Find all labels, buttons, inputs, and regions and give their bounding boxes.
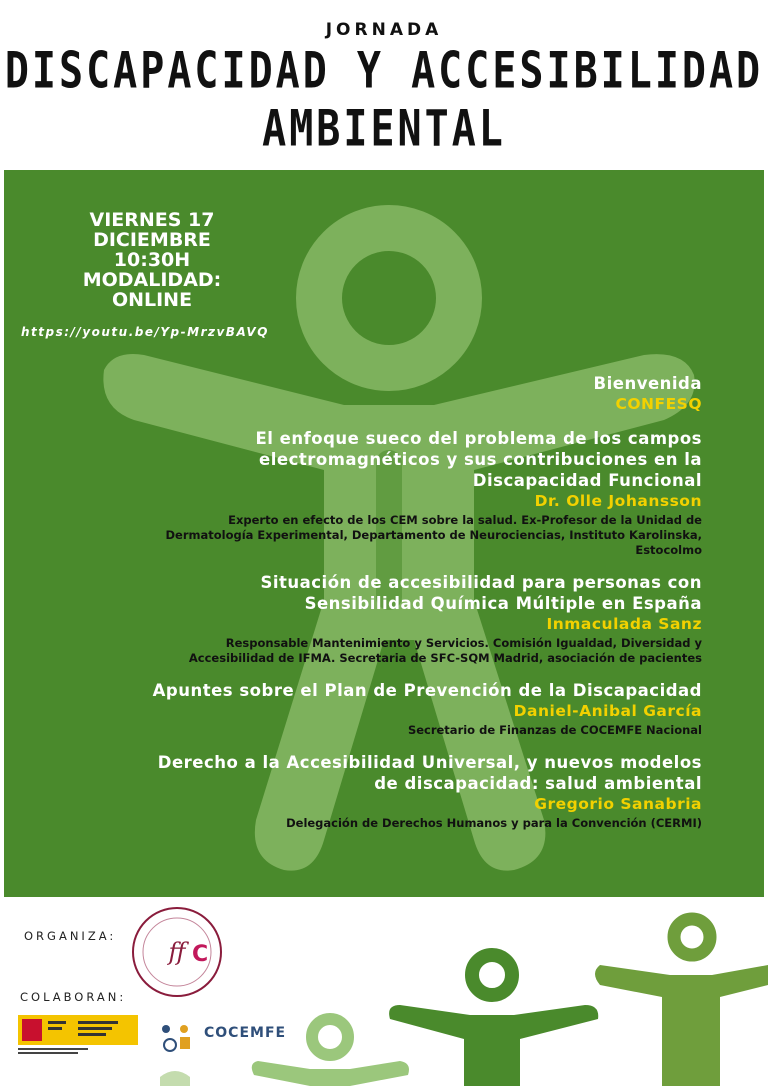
speaker-name: Dr. Olle Johansson — [534, 492, 702, 510]
cocemfe-name: COCEMFE — [204, 1025, 287, 1041]
program-item — [142, 428, 702, 558]
footer — [0, 897, 768, 1086]
program-item — [142, 680, 702, 738]
talk-title: El enfoque sueco del problema de los campos electromagnéticos y sus contribuciones en la Discapacidad Funcional — [255, 429, 702, 490]
confesq-seal-logo — [130, 905, 224, 999]
modality-value: ONLINE — [111, 289, 193, 311]
cocemfe-logo-icon — [158, 1021, 198, 1053]
program-item — [142, 373, 702, 414]
talk-title: Situación de accesibilidad para personas con Sensibilidad Química Múltiple en España — [260, 573, 702, 613]
speaker-name: Daniel-Anibal García — [513, 702, 702, 720]
program-list — [142, 373, 702, 845]
svg-text:C: C — [192, 942, 209, 967]
event-date-block — [62, 210, 242, 310]
speaker-bio: Responsable Mantenimiento y Servicios. Comisión Igualdad, Diversidad y Accesibilidad de IFMA. Secretaria de SFC-SQM Madrid, asociación de pacientes — [188, 636, 702, 665]
speaker-bio: Experto en efecto de los CEM sobre la salud. Ex-Profesor de la Unidad de Dermatología Experimental, Departamento de Neurociencias, Instituto Karolinska, Estocolmo — [165, 513, 702, 557]
svg-text:ff: ff — [168, 938, 186, 966]
header — [0, 0, 768, 170]
program-item — [142, 572, 702, 666]
colaboran-label: COLABORAN: — [20, 990, 127, 1004]
speaker-name: Gregorio Sanabria — [534, 795, 702, 813]
program-panel — [4, 170, 764, 897]
pre-title: JORNADA — [325, 20, 443, 40]
youtube-link[interactable]: https://youtu.be/Yp-MrzvBAVQ — [21, 325, 269, 339]
program-item — [142, 752, 702, 831]
talk-title: Bienvenida — [593, 374, 702, 393]
main-title-line1: DISCAPACIDAD Y ACCESIBILIDAD — [4, 42, 764, 100]
speaker-bio: Delegación de Derechos Humanos y para la Convención (CERMI) — [286, 816, 702, 830]
main-title-line2: AMBIENTAL — [262, 100, 506, 158]
talk-title: Apuntes sobre el Plan de Prevención de la Discapacidad — [152, 681, 702, 700]
modality-label: MODALIDAD: — [82, 269, 222, 291]
date-day: VIERNES 17 — [89, 209, 215, 231]
organiza-label: ORGANIZA: — [24, 929, 117, 943]
date-month: DICIEMBRE — [93, 229, 211, 251]
speaker-bio: Secretario de Finanzas de COCEMFE Nacional — [407, 723, 702, 737]
speaker-name: Inmaculada Sanz — [546, 615, 702, 633]
event-time: 10:30H — [113, 249, 191, 271]
speaker-name: CONFESQ — [615, 395, 702, 413]
government-logo — [18, 1015, 138, 1055]
talk-title: Derecho a la Accesibilidad Universal, y nuevos modelos de discapacidad: salud ambiental — [157, 753, 702, 793]
